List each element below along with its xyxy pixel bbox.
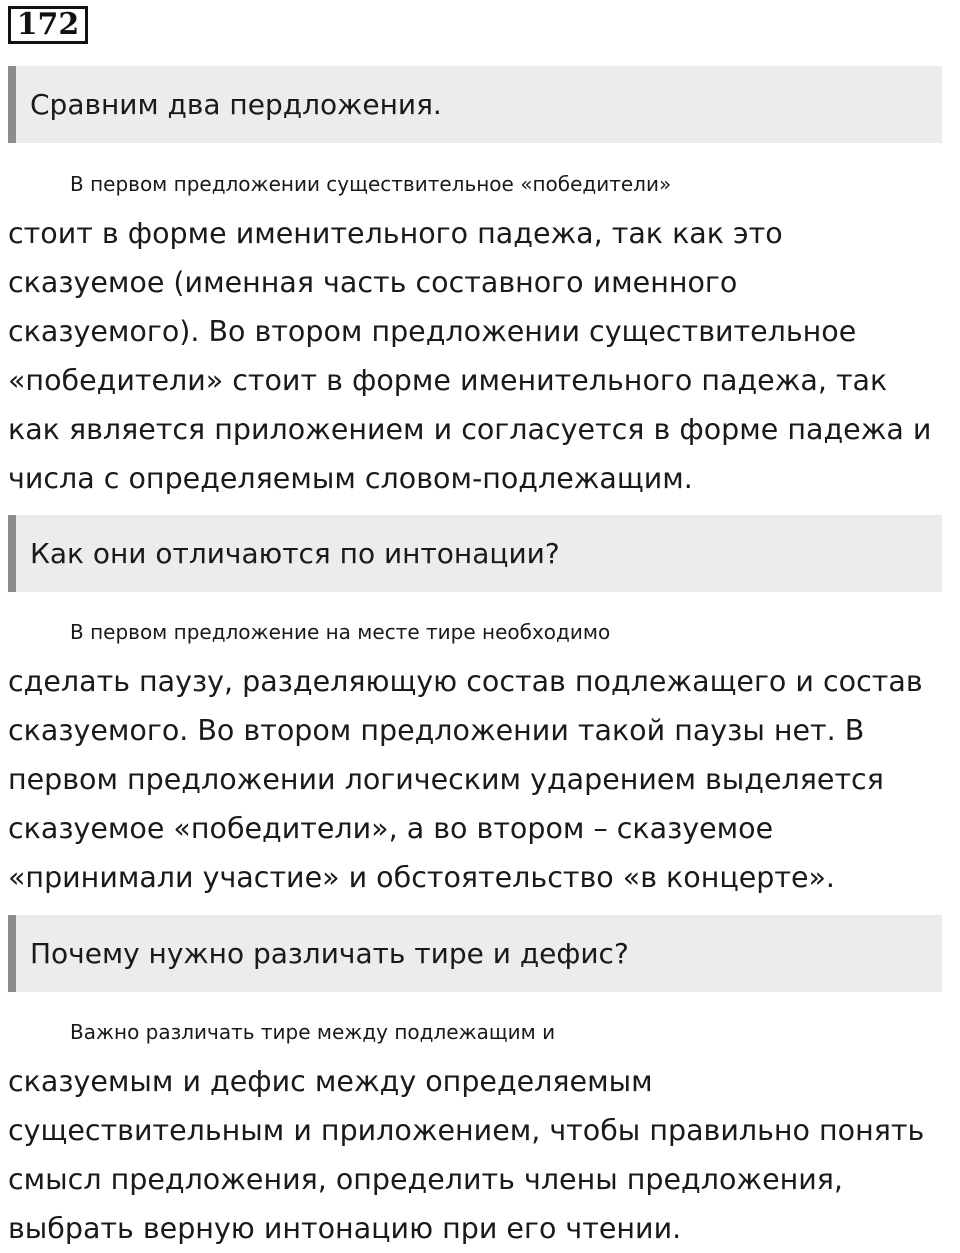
answer-line: сказуемого). Во втором предложении существительное xyxy=(8,315,857,348)
answer-line: «победители» стоит в форме именительного падежа, так xyxy=(8,364,888,397)
question-block-3: Почему нужно различать тире и дефис? xyxy=(8,915,942,992)
answer-paragraph-2 xyxy=(8,608,952,902)
answer-paragraph-3 xyxy=(8,1008,952,1253)
question-block-2: Как они отличаются по интонации? xyxy=(8,515,942,592)
answer-line: смысл предложения, определить члены предложения, xyxy=(8,1163,843,1196)
answer-line: выбрать верную интонацию при его чтении. xyxy=(8,1212,682,1245)
answer-line: сказуемое «победители», а во втором – сказуемое xyxy=(8,812,774,845)
answer-line: В первом предложении существительное «победители» xyxy=(70,172,672,196)
answer-line: «принимали участие» и обстоятельство «в концерте». xyxy=(8,861,835,894)
answer-line: Важно различать тире между подлежащим и xyxy=(70,1020,556,1044)
answer-line: первом предложении логическим ударением выделяется xyxy=(8,763,884,796)
answer-line: как является приложением и согласуется в форме падежа и xyxy=(8,413,932,446)
answer-line: сделать паузу, разделяющую состав подлежащего и состав xyxy=(8,665,923,698)
answer-line: стоит в форме именительного падежа, так как это xyxy=(8,217,783,250)
answer-line: сказуемое (именная часть составного именного xyxy=(8,266,738,299)
answer-line: существительным и приложением, чтобы правильно понять xyxy=(8,1114,925,1147)
question-block-1: Сравним два пердложения. xyxy=(8,66,942,143)
answer-line: сказуемого. Во втором предложении такой паузы нет. В xyxy=(8,714,865,747)
exercise-number: 172 xyxy=(8,6,88,44)
answer-paragraph-1 xyxy=(8,160,952,503)
answer-line: В первом предложение на месте тире необходимо xyxy=(70,620,611,644)
answer-line: числа с определяемым словом-подлежащим. xyxy=(8,462,693,495)
answer-line: сказуемым и дефис между определяемым xyxy=(8,1065,653,1098)
